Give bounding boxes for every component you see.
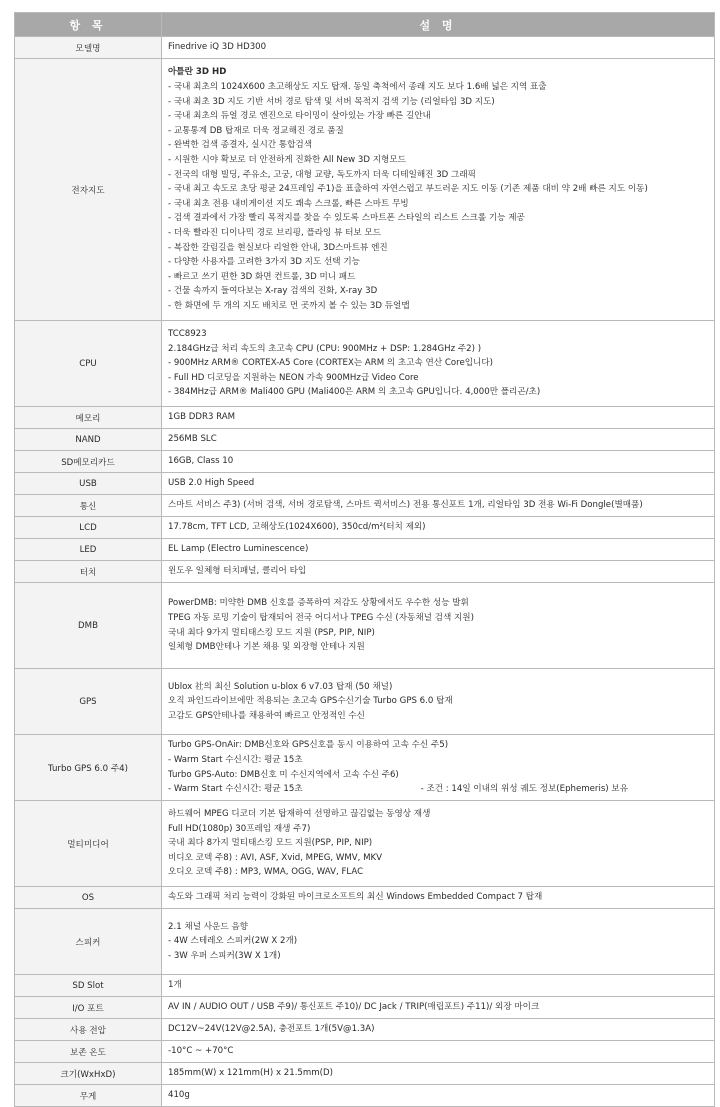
table-row bbox=[15, 1085, 715, 1107]
spec-line bbox=[168, 782, 708, 797]
spec-line: EL Lamp (Electro Luminescence) bbox=[168, 544, 309, 555]
spec-line: - 384MHz급 ARM® Mali400 GPU (Mali400은 ARM 의 초고속 GPU입니다. 4,000만 폴리곤/초) bbox=[168, 387, 541, 398]
spec-label: 모델명 bbox=[15, 37, 162, 59]
table-row bbox=[15, 517, 715, 539]
spec-label: 사용 전압 bbox=[15, 1019, 162, 1041]
spec-line: AV IN / AUDIO OUT / USB 주9)/ 통신포트 주10)/ DC Jack / TRIP(매립포트) 주11)/ 외장 마이크 bbox=[168, 1002, 540, 1013]
spec-label: 스피커 bbox=[15, 909, 162, 975]
spec-label: LCD bbox=[15, 517, 162, 539]
spec-line: Full HD(1080p) 30프레임 재생 주7) bbox=[168, 823, 311, 834]
table-row bbox=[15, 669, 715, 735]
spec-value bbox=[162, 407, 715, 429]
spec-label: 무게 bbox=[15, 1085, 162, 1107]
spec-line: 비디오 코덱 주8) : AVI, ASF, Xvid, MPEG, WMV, MKV bbox=[168, 852, 383, 863]
spec-line: 일체형 DMB안테나 기본 채용 및 외장형 안테나 지원 bbox=[168, 642, 365, 653]
spec-line: TPEG 자동 로밍 기술이 탑재되어 전국 어디서나 TPEG 수신 (자동채널 검색 지원) bbox=[168, 612, 474, 623]
spec-line: - 국내 최초 3D 지도 기반 서버 경로 탐색 및 서버 목적지 검색 기능 (리얼타임 3D 지도) bbox=[168, 96, 495, 107]
spec-value bbox=[162, 429, 715, 451]
spec-line: - 전국의 대형 빌딩, 주유소, 고궁, 대형 교량, 독도까지 더욱 디테일해진 3D 그래픽 bbox=[168, 169, 476, 180]
table-body bbox=[15, 37, 715, 1107]
table-header bbox=[15, 13, 715, 37]
spec-line-text: - Warm Start 수신시간: 평균 15초 bbox=[168, 784, 303, 795]
table-row bbox=[15, 539, 715, 561]
table-row bbox=[15, 561, 715, 583]
spec-value bbox=[162, 801, 715, 887]
spec-line: - 빠르고 쓰기 편한 3D 화면 컨트롤, 3D 미니 패드 bbox=[168, 271, 356, 282]
spec-label: 전자지도 bbox=[15, 59, 162, 321]
spec-line: TCC8923 bbox=[168, 329, 207, 340]
spec-value bbox=[162, 37, 715, 59]
spec-line: - 4W 스테레오 스피커(2W X 2개) bbox=[168, 936, 298, 947]
spec-line: 오디오 코덱 주8) : MP3, WMA, OGG, WAV, FLAC bbox=[168, 867, 364, 878]
spec-value bbox=[162, 1019, 715, 1041]
table-row bbox=[15, 495, 715, 517]
spec-value bbox=[162, 321, 715, 407]
table-row bbox=[15, 997, 715, 1019]
table-row bbox=[15, 407, 715, 429]
spec-line: - 시원한 시야 확보로 더 안전하게 진화한 All New 3D 지형모드 bbox=[168, 155, 406, 166]
spec-line: - 교통통계 DB 탑재로 더욱 정교해진 경로 품질 bbox=[168, 125, 344, 136]
spec-line: 윈도우 일체형 터치패널, 클리어 타입 bbox=[168, 566, 307, 577]
spec-line: - Full HD 디코딩을 지원하는 NEON 가속 900MHz급 Video Core bbox=[168, 372, 419, 383]
spec-value bbox=[162, 1085, 715, 1107]
table-row bbox=[15, 735, 715, 801]
spec-label: 크기(WxHxD) bbox=[15, 1063, 162, 1085]
spec-line: 17.78cm, TFT LCD, 고해상도(1024X600), 350cd/m²(터치 제외) bbox=[168, 522, 426, 533]
spec-line: - 900MHz ARM® CORTEX-A5 Core (CORTEX는 ARM 의 초고속 연산 Core입니다) bbox=[168, 358, 494, 369]
spec-label: Turbo GPS 6.0 주4) bbox=[15, 735, 162, 801]
table-row bbox=[15, 451, 715, 473]
spec-line: 스마트 서비스 주3) (서버 검색, 서버 경로탐색, 스마트 퀵서비스) 전용 통신포트 1개, 리얼타임 3D 전용 Wi-Fi Dongle(별매품) bbox=[168, 500, 643, 511]
spec-label: 메모리 bbox=[15, 407, 162, 429]
table-row bbox=[15, 321, 715, 407]
spec-line: 410g bbox=[168, 1090, 190, 1101]
table-row bbox=[15, 887, 715, 909]
spec-line: 고감도 GPS안테나를 채용하여 빠르고 안정적인 수신 bbox=[168, 710, 365, 721]
spec-value bbox=[162, 1063, 715, 1085]
spec-value bbox=[162, 495, 715, 517]
spec-line: 256MB SLC bbox=[168, 434, 217, 445]
table-row bbox=[15, 975, 715, 997]
spec-label: NAND bbox=[15, 429, 162, 451]
spec-line: - 검색 결과에서 가장 빨리 목적지를 찾을 수 있도록 스마트폰 스타일의 리스트 스크롤 기능 제공 bbox=[168, 213, 525, 224]
table-row bbox=[15, 583, 715, 669]
spec-line: - 완벽한 검색 종결자, 실시간 통합검색 bbox=[168, 140, 313, 151]
spec-line: 오직 파인드라이브에만 적용되는 초고속 GPS수신기술 Turbo GPS 6.0 탑재 bbox=[168, 696, 453, 707]
spec-line: 국내 최다 9가지 멀티태스킹 모드 지원 (PSP, PIP, NIP) bbox=[168, 627, 375, 638]
spec-label: SD Slot bbox=[15, 975, 162, 997]
spec-value bbox=[162, 887, 715, 909]
table-row bbox=[15, 473, 715, 495]
spec-line: 하드웨어 MPEG 디코더 기본 탑재하여 선명하고 끊김없는 동영상 재생 bbox=[168, 809, 431, 820]
spec-line: - 복잡한 갈림길을 현실보다 리얼한 안내, 3D스마트뷰 엔진 bbox=[168, 242, 388, 253]
spec-line: - 건물 속까지 들여다보는 X-ray 검색의 진화, X-ray 3D bbox=[168, 286, 378, 297]
table-row bbox=[15, 1063, 715, 1085]
spec-line: 아틀란 3D HD bbox=[168, 67, 227, 78]
spec-label: LED bbox=[15, 539, 162, 561]
spec-value bbox=[162, 561, 715, 583]
spec-value bbox=[162, 909, 715, 975]
spec-line: 2.1 채널 사운드 음향 bbox=[168, 921, 248, 932]
spec-value bbox=[162, 997, 715, 1019]
spec-line: - 3W 우퍼 스피커(3W X 1개) bbox=[168, 950, 281, 961]
table-row bbox=[15, 429, 715, 451]
spec-label: USB bbox=[15, 473, 162, 495]
spec-value bbox=[162, 539, 715, 561]
spec-value bbox=[162, 59, 715, 321]
spec-table bbox=[14, 12, 715, 1107]
spec-line: - 한 화면에 두 개의 지도 배치로 먼 곳까지 볼 수 있는 3D 듀얼맵 bbox=[168, 300, 410, 311]
spec-line: Finedrive iQ 3D HD300 bbox=[168, 42, 267, 53]
spec-label: 보존 온도 bbox=[15, 1041, 162, 1063]
spec-line: Turbo GPS-Auto: DMB신호 미 수신지역에서 고속 수신 주6) bbox=[168, 769, 399, 780]
spec-line: 1개 bbox=[168, 980, 182, 991]
spec-line: - 다양한 사용자를 고려한 3가지 3D 지도 선택 기능 bbox=[168, 257, 360, 268]
spec-line: - Warm Start 수신시간: 평균 15초 bbox=[168, 754, 303, 765]
spec-line: 속도와 그래픽 처리 능력이 강화된 마이크로소프트의 최신 Windows Embedded Compact 7 탑재 bbox=[168, 892, 543, 903]
table-row bbox=[15, 37, 715, 59]
spec-label: DMB bbox=[15, 583, 162, 669]
spec-line: 2.184GHz급 처리 속도의 초고속 CPU (CPU: 900MHz + DSP: 1.284GHz 주2) ) bbox=[168, 343, 482, 354]
spec-label: I/O 포트 bbox=[15, 997, 162, 1019]
spec-value bbox=[162, 517, 715, 539]
spec-value bbox=[162, 473, 715, 495]
spec-line: DC12V~24V(12V@2.5A), 충전포트 1개(5V@1.3A) bbox=[168, 1024, 375, 1035]
table-row bbox=[15, 801, 715, 887]
spec-label: 터치 bbox=[15, 561, 162, 583]
spec-label: 멀티미디어 bbox=[15, 801, 162, 887]
spec-label: OS bbox=[15, 887, 162, 909]
spec-value bbox=[162, 1041, 715, 1063]
spec-label: SD메모리카드 bbox=[15, 451, 162, 473]
spec-line: 185mm(W) x 121mm(H) x 21.5mm(D) bbox=[168, 1068, 333, 1079]
spec-line: USB 2.0 High Speed bbox=[168, 478, 255, 489]
spec-line-condition: - 조건 : 14일 이내의 위성 궤도 정보(Ephemeris) 보유 bbox=[420, 784, 628, 795]
spec-line: Ublox 社의 최신 Solution u-blox 6 v7.03 탑재 (50 채널) bbox=[168, 681, 393, 692]
table-row bbox=[15, 1019, 715, 1041]
spec-line: - 더욱 빨라진 디이나믹 경로 브리핑, 플라잉 뷰 터보 모드 bbox=[168, 227, 382, 238]
table-row bbox=[15, 59, 715, 321]
table-row bbox=[15, 909, 715, 975]
header-description: 설 명 bbox=[162, 13, 715, 37]
spec-line: 16GB, Class 10 bbox=[168, 456, 234, 467]
spec-line: 1GB DDR3 RAM bbox=[168, 412, 236, 423]
spec-value bbox=[162, 451, 715, 473]
spec-line: Turbo GPS-OnAir: DMB신호와 GPS신호를 동시 이용하여 고속 수신 주5) bbox=[168, 740, 449, 751]
spec-line: -10°C ~ +70°C bbox=[168, 1046, 234, 1057]
spec-line: 국내 최다 8가지 멀티태스킹 모드 지원(PSP, PIP, NIP) bbox=[168, 838, 373, 849]
spec-value bbox=[162, 669, 715, 735]
table-row bbox=[15, 1041, 715, 1063]
header-item: 항 목 bbox=[15, 13, 162, 37]
spec-line: - 국내 최고 속도로 초당 평균 24프레임 주1)을 표출하여 자연스럽고 부드러운 지도 이동 (기존 제품 대비 약 2배 빠른 지도 이동) bbox=[168, 184, 648, 195]
spec-value bbox=[162, 735, 715, 801]
spec-line: PowerDMB: 미약한 DMB 신호를 증폭하여 저감도 상황에서도 우수한 성능 발휘 bbox=[168, 598, 469, 609]
spec-label: CPU bbox=[15, 321, 162, 407]
spec-line: - 국내 최초의 1024X600 초고해상도 지도 탑재. 동일 축척에서 종래 지도 보다 1.6배 넓은 지역 표출 bbox=[168, 82, 547, 93]
spec-value bbox=[162, 583, 715, 669]
spec-value bbox=[162, 975, 715, 997]
spec-label: GPS bbox=[15, 669, 162, 735]
spec-line: - 국내 최초 전용 내비게이션 지도 쾌속 스크롤, 빠른 스마트 무빙 bbox=[168, 198, 409, 209]
spec-label: 통신 bbox=[15, 495, 162, 517]
spec-line: - 국내 최초의 듀얼 경로 엔진으로 타이밍이 살아있는 가장 빠른 길안내 bbox=[168, 111, 431, 122]
